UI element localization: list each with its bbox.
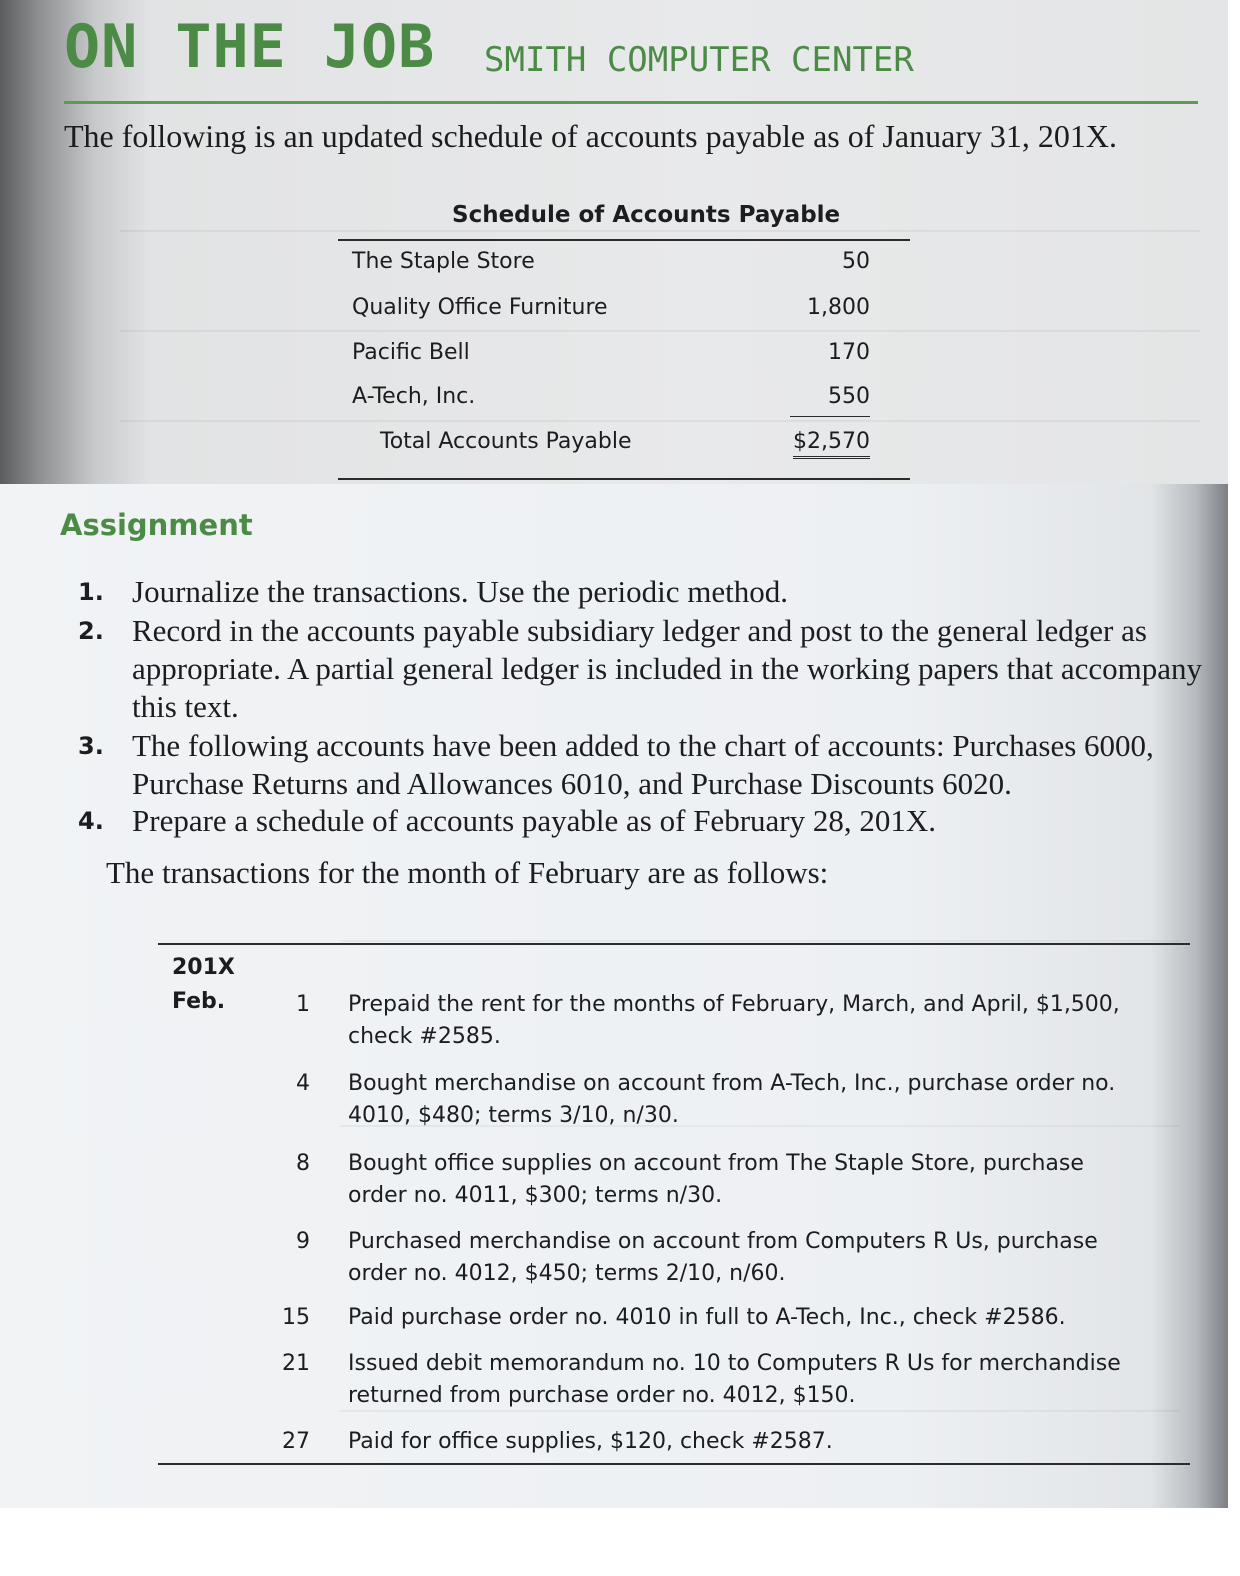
item-text: Journalize the transactions. Use the periodic method. [132,574,788,609]
transactions-top-rule [158,943,1190,945]
total-label: Total Accounts Payable [380,429,632,454]
intro-text: The following is an updated schedule of accounts payable as of January 31, 201X. [64,118,1118,154]
item-number: 1. [78,578,104,606]
transactions-month: Feb. [172,989,226,1014]
subtotal-rule [790,416,870,417]
total-amount: $2,570 [793,429,870,459]
schedule-row [352,384,870,409]
transaction-day: 21 [282,1351,310,1376]
transaction-description: Paid purchase order no. 4010 in full to A-Tech, Inc., check #2586. [348,1305,1066,1330]
schedule-top-rule [338,239,910,241]
vendor-name: The Staple Store [352,249,535,274]
item-text: Record in the accounts payable subsidiary ledger and post to the general ledger as appropriate. A partial general ledger is included in the working papers that accompany this text. [132,613,1202,724]
schedule-row [352,249,870,274]
transaction-day: 1 [296,992,310,1017]
vendor-balance: 550 [828,384,870,409]
transaction-day: 27 [282,1429,310,1454]
transaction-day: 9 [296,1229,310,1254]
vendor-balance: 1,800 [807,295,870,320]
transactions-bottom-rule [158,1463,1190,1465]
transaction-description: Bought office supplies on account from The Staple Store, purchase order no. 4011, $300; terms n/30. [348,1151,1084,1208]
vendor-name: A-Tech, Inc. [352,384,476,409]
transaction-day: 15 [282,1305,310,1330]
item-text: Prepare a schedule of accounts payable as of February 28, 201X. [132,803,936,838]
company-name: SMITH COMPUTER CENTER [484,40,914,80]
transaction-day: 4 [296,1071,310,1096]
schedule-row [352,295,870,320]
header-rule [64,101,1198,104]
schedule-row [352,340,870,365]
schedule-bottom-rule [338,478,910,480]
transaction-description: Prepaid the rent for the months of February, March, and April, $1,500, check #2585. [348,992,1120,1049]
schedule-total-row [380,429,870,454]
transaction-description: Paid for office supplies, $120, check #2587. [348,1429,833,1454]
transaction-description: Issued debit memorandum no. 10 to Computers R Us for merchandise returned from purchase order no. 4012, $150. [348,1351,1121,1408]
item-number: 4. [78,807,104,835]
vendor-name: Quality Office Furniture [352,295,608,320]
transactions-year: 201X [172,955,235,980]
item-text: The following accounts have been added to the chart of accounts: Purchases 6000, Purchase Returns and Allowances 6010, and Purchase Discounts 6020. [132,728,1154,801]
item-number: 3. [78,732,104,760]
section-title: ON THE JOB [64,12,436,82]
transaction-day: 8 [296,1151,310,1176]
vendor-balance: 170 [828,340,870,365]
assignment-heading: Assignment [60,508,253,542]
vendor-balance: 50 [842,249,870,274]
transaction-description: Bought merchandise on account from A-Tech, Inc., purchase order no. 4010, $480; terms 3/10, n/30. [348,1071,1116,1128]
vendor-name: Pacific Bell [352,340,470,365]
transactions-intro: The transactions for the month of February are as follows: [106,855,829,890]
transaction-description: Purchased merchandise on account from Computers R Us, purchase order no. 4012, $450; terms 2/10, n/60. [348,1229,1098,1286]
schedule-title: Schedule of Accounts Payable [452,202,841,228]
item-number: 2. [78,617,104,645]
